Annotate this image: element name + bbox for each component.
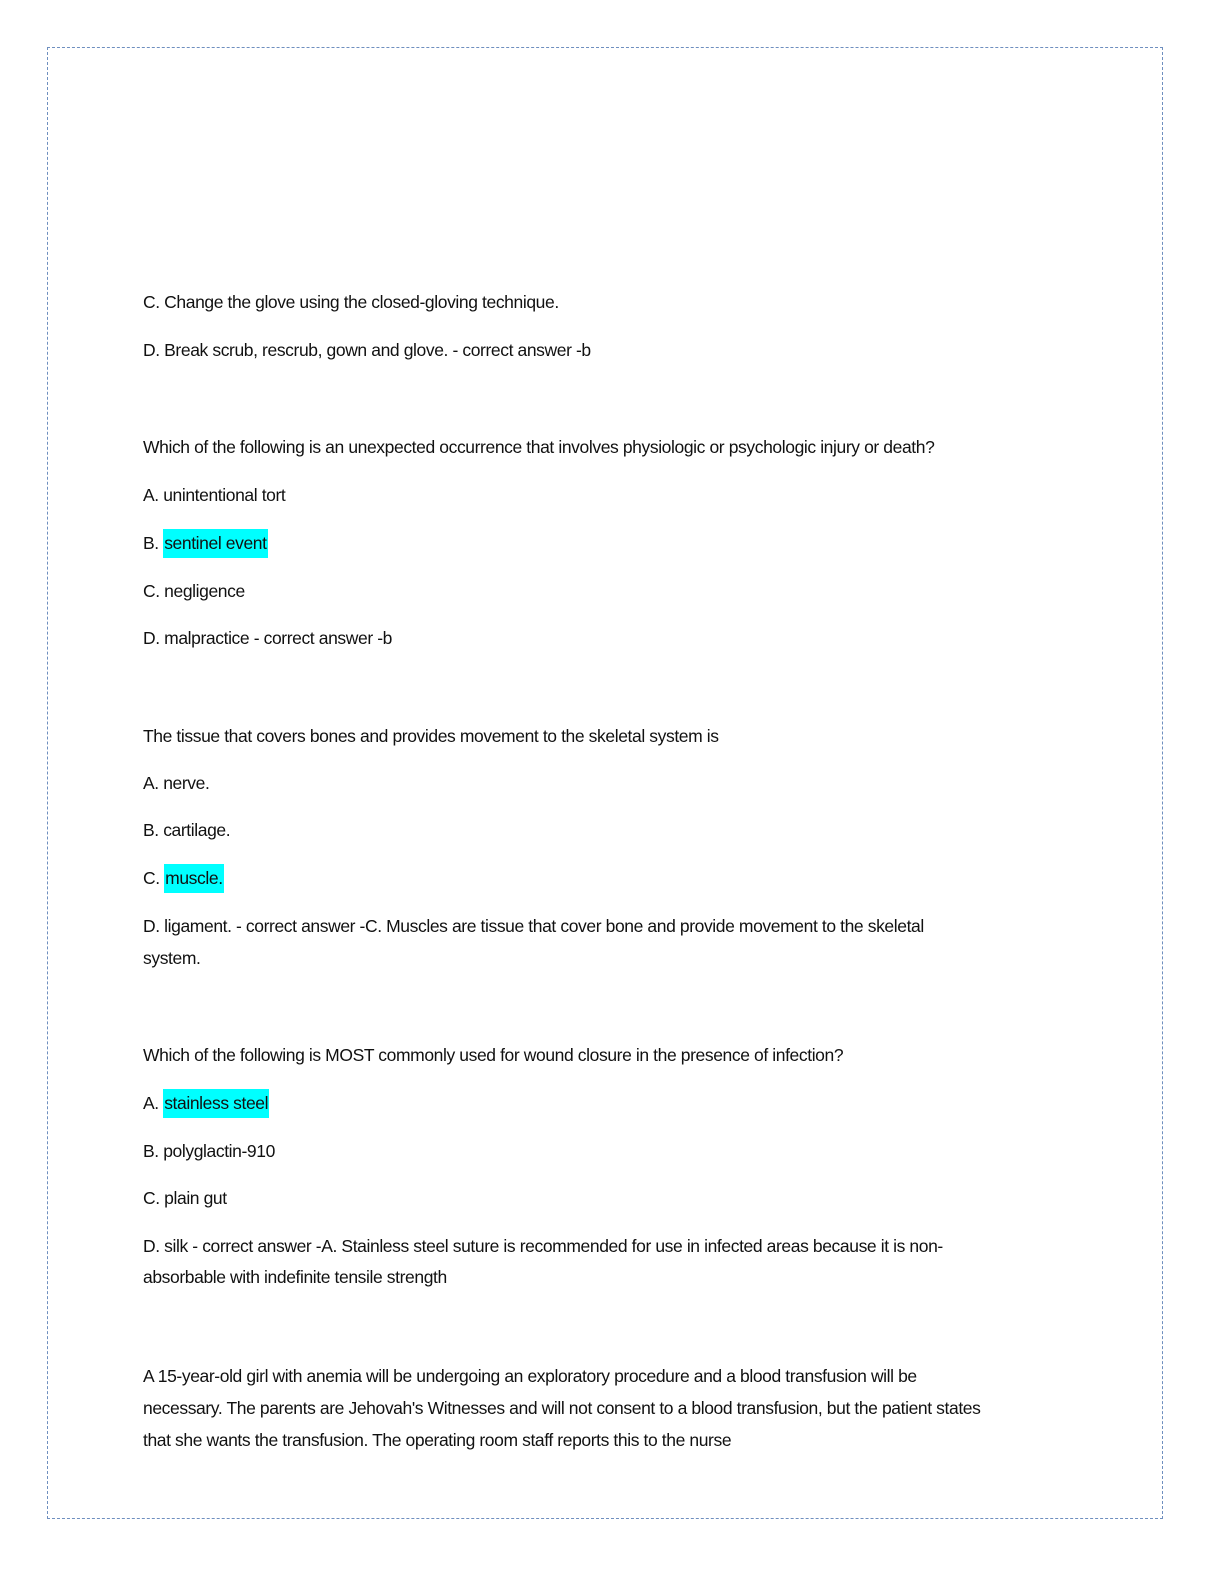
answer-explanation: absorbable with indefinite tensile strength [143, 1267, 447, 1287]
answer-option-a [143, 1091, 269, 1115]
question-transfusion: A 15-year-old girl with anemia will be undergoing an exploratory procedure and a blood transfusion will be [143, 1366, 917, 1386]
highlighted-answer: stainless steel [163, 1089, 269, 1118]
answer-option-b [143, 531, 268, 555]
option-prefix: A. [143, 1093, 164, 1113]
answer-option-c: C. plain gut [143, 1188, 227, 1208]
answer-option-d: D. malpractice - correct answer -b [143, 628, 392, 648]
answer-option-d: D. silk - correct answer -A. Stainless steel suture is recommended for use in infected areas because it is non- [143, 1236, 943, 1256]
answer-option-a: A. unintentional tort [143, 485, 286, 505]
highlighted-answer: muscle. [164, 864, 224, 893]
answer-option-d: D. ligament. - correct answer -C. Muscles are tissue that cover bone and provide movement to the skeletal [143, 916, 924, 936]
answer-option-a: A. nerve. [143, 773, 210, 793]
page-border [47, 47, 1163, 1519]
answer-option-d: D. Break scrub, rescrub, gown and glove. - correct answer -b [143, 340, 591, 360]
answer-explanation: system. [143, 948, 201, 968]
question-tissue: The tissue that covers bones and provides movement to the skeletal system is [143, 726, 719, 746]
highlighted-answer: sentinel event [163, 529, 267, 558]
answer-option-c [143, 866, 224, 890]
question-wound-closure: Which of the following is MOST commonly used for wound closure in the presence of infection? [143, 1045, 844, 1065]
option-prefix: C. [143, 868, 165, 888]
answer-option-c: C. Change the glove using the closed-gloving technique. [143, 292, 559, 312]
answer-option-c: C. negligence [143, 581, 245, 601]
answer-option-b: B. cartilage. [143, 820, 231, 840]
answer-option-b: B. polyglactin-910 [143, 1141, 275, 1161]
option-prefix: B. [143, 533, 164, 553]
question-sentinel-event: Which of the following is an unexpected occurrence that involves physiologic or psychologic injury or death? [143, 437, 935, 457]
question-transfusion-cont: necessary. The parents are Jehovah's Witnesses and will not consent to a blood transfusion, but the patient states [143, 1398, 981, 1418]
question-transfusion-cont: that she wants the transfusion. The operating room staff reports this to the nurse [143, 1430, 732, 1450]
